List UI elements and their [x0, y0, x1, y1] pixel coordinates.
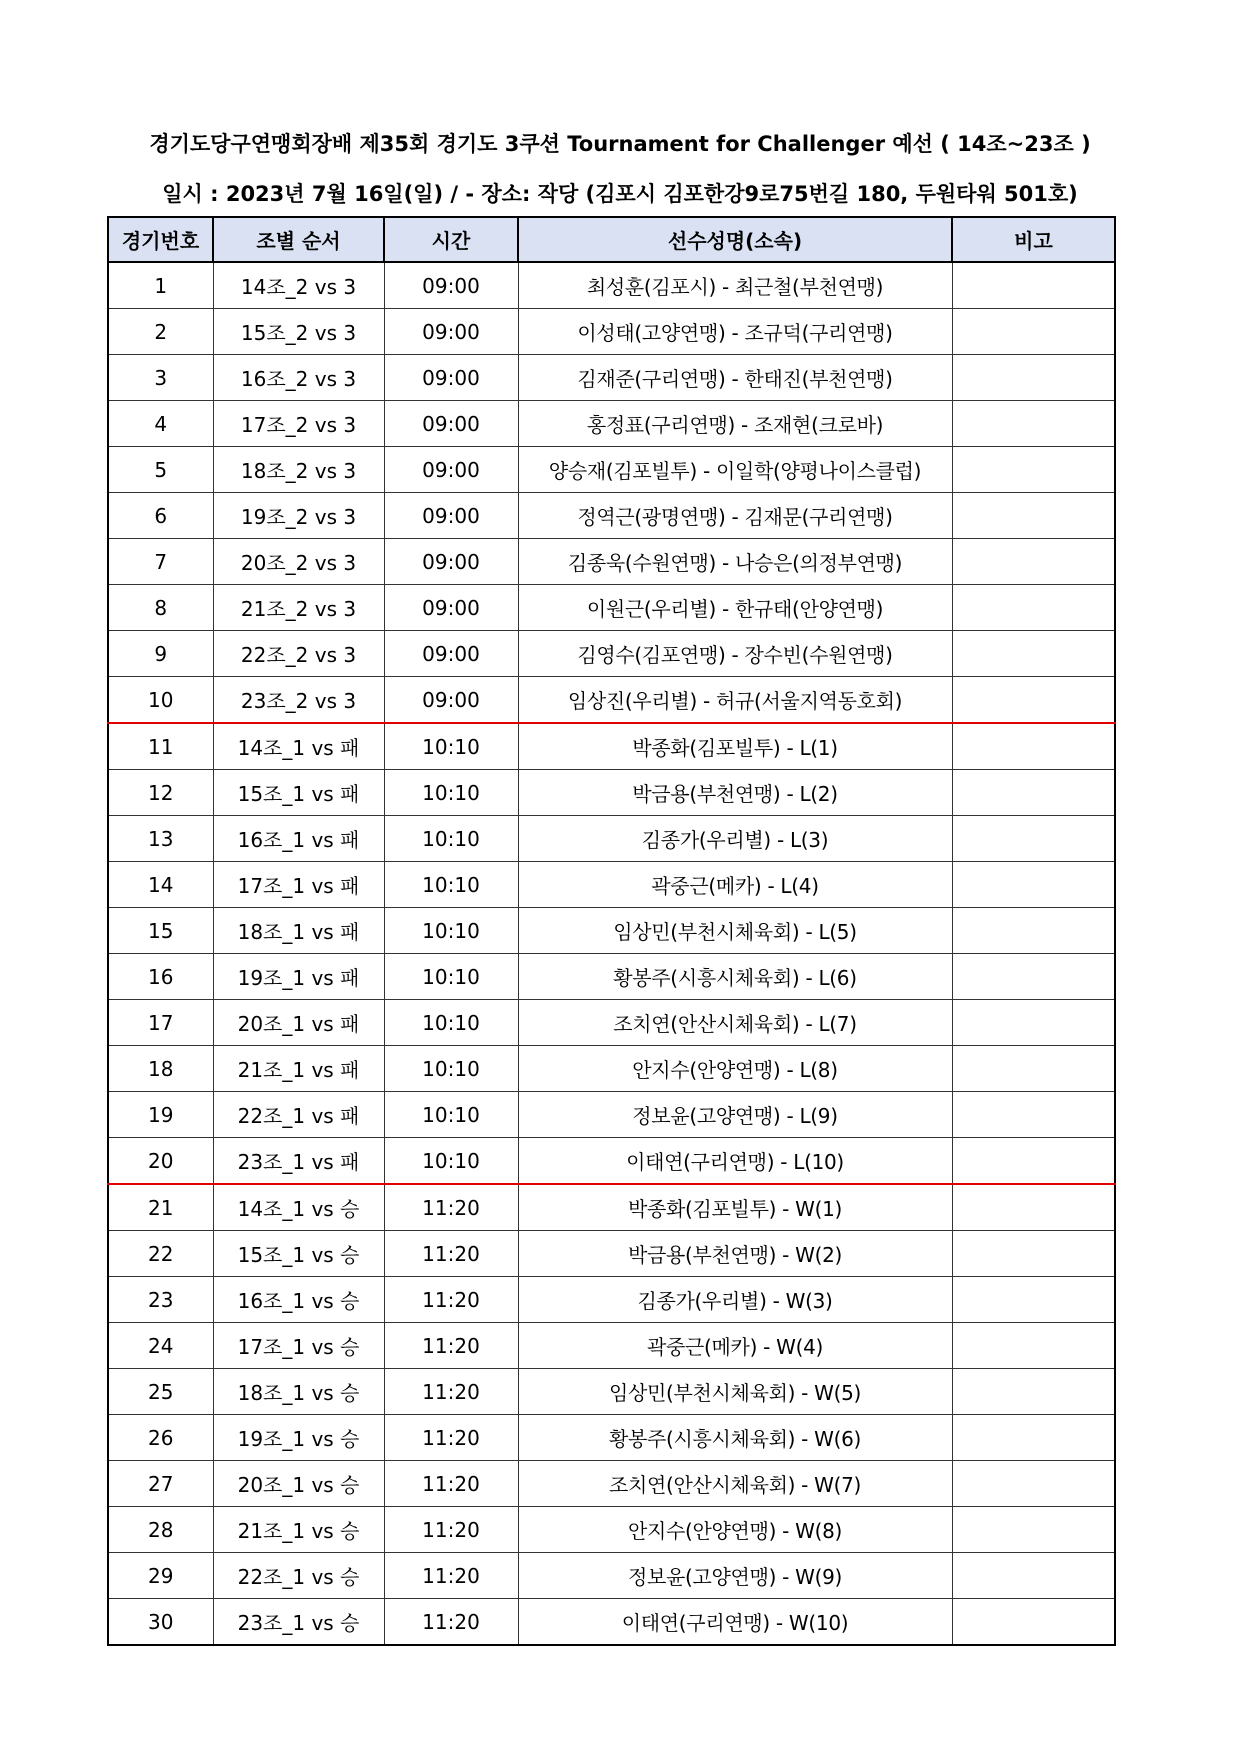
time-cell: 09:00	[384, 585, 518, 631]
players-cell: 박종화(김포빌투) - L(1)	[518, 723, 952, 770]
group-order-cell: 17조_1 vs 패	[213, 862, 384, 908]
table-row	[108, 262, 1115, 309]
time-cell: 09:00	[384, 493, 518, 539]
note-cell	[952, 816, 1115, 862]
time-cell: 11:20	[384, 1184, 518, 1231]
group-order-cell: 21조_1 vs 승	[213, 1507, 384, 1553]
time-cell: 11:20	[384, 1231, 518, 1277]
time-cell: 09:00	[384, 677, 518, 724]
group-order-cell: 22조_1 vs 패	[213, 1092, 384, 1138]
note-cell	[952, 1184, 1115, 1231]
match-number-cell: 13	[108, 816, 213, 862]
players-cell: 홍정표(구리연맹) - 조재현(크로바)	[518, 401, 952, 447]
event-info: 일시 : 2023년 7월 16일(일) / - 장소: 작당 (김포시 김포한강9로75번길 180, 두원타워 501호)	[162, 182, 1078, 206]
column-header-time: 시간	[384, 217, 518, 262]
time-cell: 09:00	[384, 262, 518, 309]
column-header-note: 비고	[952, 217, 1115, 262]
table-row	[108, 401, 1115, 447]
match-number-cell: 29	[108, 1553, 213, 1599]
note-cell	[952, 355, 1115, 401]
note-cell	[952, 1231, 1115, 1277]
group-order-cell: 18조_1 vs 패	[213, 908, 384, 954]
time-cell: 11:20	[384, 1277, 518, 1323]
match-number-cell: 19	[108, 1092, 213, 1138]
match-number-cell: 12	[108, 770, 213, 816]
match-number-cell: 20	[108, 1138, 213, 1185]
note-cell	[952, 862, 1115, 908]
match-number-cell: 4	[108, 401, 213, 447]
players-cell: 안지수(안양연맹) - W(8)	[518, 1507, 952, 1553]
note-cell	[952, 447, 1115, 493]
players-cell: 최성훈(김포시) - 최근철(부천연맹)	[518, 262, 952, 309]
players-cell: 김재준(구리연맹) - 한태진(부천연맹)	[518, 355, 952, 401]
players-cell: 박금용(부천연맹) - W(2)	[518, 1231, 952, 1277]
table-row	[108, 954, 1115, 1000]
group-order-cell: 22조_1 vs 승	[213, 1553, 384, 1599]
group-order-cell: 15조_2 vs 3	[213, 309, 384, 355]
time-cell: 10:10	[384, 816, 518, 862]
note-cell	[952, 1553, 1115, 1599]
table-row	[108, 1092, 1115, 1138]
players-cell: 정역근(광명연맹) - 김재문(구리연맹)	[518, 493, 952, 539]
table-row	[108, 908, 1115, 954]
time-cell: 10:10	[384, 862, 518, 908]
time-cell: 09:00	[384, 401, 518, 447]
table-row	[108, 1369, 1115, 1415]
group-order-cell: 16조_1 vs 패	[213, 816, 384, 862]
group-order-cell: 16조_1 vs 승	[213, 1277, 384, 1323]
note-cell	[952, 1415, 1115, 1461]
time-cell: 10:10	[384, 908, 518, 954]
match-number-cell: 5	[108, 447, 213, 493]
table-row	[108, 1184, 1115, 1231]
match-number-cell: 15	[108, 908, 213, 954]
note-cell	[952, 539, 1115, 585]
group-order-cell: 20조_2 vs 3	[213, 539, 384, 585]
page-title: 경기도당구연맹회장배 제35회 경기도 3쿠션 Tournament for Challenger 예선 ( 14조~23조 )	[149, 132, 1091, 156]
note-cell	[952, 954, 1115, 1000]
table-row	[108, 677, 1115, 724]
group-order-cell: 22조_2 vs 3	[213, 631, 384, 677]
players-cell: 이성태(고양연맹) - 조규덕(구리연맹)	[518, 309, 952, 355]
group-order-cell: 17조_2 vs 3	[213, 401, 384, 447]
match-number-cell: 23	[108, 1277, 213, 1323]
column-header-players: 선수성명(소속)	[518, 217, 952, 262]
note-cell	[952, 1046, 1115, 1092]
group-order-cell: 23조_1 vs 승	[213, 1599, 384, 1646]
note-cell	[952, 1323, 1115, 1369]
time-cell: 11:20	[384, 1369, 518, 1415]
players-cell: 이태연(구리연맹) - W(10)	[518, 1599, 952, 1646]
group-order-cell: 19조_2 vs 3	[213, 493, 384, 539]
time-cell: 09:00	[384, 539, 518, 585]
players-cell: 박금용(부천연맹) - L(2)	[518, 770, 952, 816]
note-cell	[952, 1000, 1115, 1046]
match-number-cell: 9	[108, 631, 213, 677]
table-row	[108, 1323, 1115, 1369]
group-order-cell: 21조_2 vs 3	[213, 585, 384, 631]
time-cell: 11:20	[384, 1415, 518, 1461]
players-cell: 김종가(우리별) - L(3)	[518, 816, 952, 862]
players-cell: 임상민(부천시체육회) - L(5)	[518, 908, 952, 954]
table-row	[108, 723, 1115, 770]
time-cell: 10:10	[384, 954, 518, 1000]
group-order-cell: 20조_1 vs 패	[213, 1000, 384, 1046]
players-cell: 임상진(우리별) - 허규(서울지역동호회)	[518, 677, 952, 724]
players-cell: 김영수(김포연맹) - 장수빈(수원연맹)	[518, 631, 952, 677]
table-row	[108, 585, 1115, 631]
note-cell	[952, 1461, 1115, 1507]
table-row	[108, 1461, 1115, 1507]
note-cell	[952, 1092, 1115, 1138]
match-number-cell: 3	[108, 355, 213, 401]
group-order-cell: 18조_2 vs 3	[213, 447, 384, 493]
group-order-cell: 19조_1 vs 승	[213, 1415, 384, 1461]
group-order-cell: 15조_1 vs 패	[213, 770, 384, 816]
table-row	[108, 862, 1115, 908]
time-cell: 10:10	[384, 1138, 518, 1185]
table-row	[108, 1231, 1115, 1277]
players-cell: 곽중근(메카) - L(4)	[518, 862, 952, 908]
table-row	[108, 355, 1115, 401]
players-cell: 양승재(김포빌투) - 이일학(양평나이스클럽)	[518, 447, 952, 493]
time-cell: 09:00	[384, 447, 518, 493]
column-header-match-no: 경기번호	[108, 217, 213, 262]
match-number-cell: 16	[108, 954, 213, 1000]
note-cell	[952, 770, 1115, 816]
time-cell: 09:00	[384, 631, 518, 677]
players-cell: 김종가(우리별) - W(3)	[518, 1277, 952, 1323]
players-cell: 정보윤(고양연맹) - L(9)	[518, 1092, 952, 1138]
table-header-row	[108, 217, 1115, 262]
time-cell: 11:20	[384, 1323, 518, 1369]
table-row	[108, 539, 1115, 585]
group-order-cell: 14조_1 vs 승	[213, 1184, 384, 1231]
players-cell: 임상민(부천시체육회) - W(5)	[518, 1369, 952, 1415]
note-cell	[952, 631, 1115, 677]
table-row	[108, 1415, 1115, 1461]
note-cell	[952, 1369, 1115, 1415]
players-cell: 이태연(구리연맹) - L(10)	[518, 1138, 952, 1185]
note-cell	[952, 1599, 1115, 1646]
table-row	[108, 1599, 1115, 1646]
group-order-cell: 21조_1 vs 패	[213, 1046, 384, 1092]
group-order-cell: 15조_1 vs 승	[213, 1231, 384, 1277]
match-number-cell: 6	[108, 493, 213, 539]
players-cell: 안지수(안양연맹) - L(8)	[518, 1046, 952, 1092]
match-number-cell: 7	[108, 539, 213, 585]
table-row	[108, 770, 1115, 816]
match-schedule-table	[107, 216, 1116, 1646]
note-cell	[952, 493, 1115, 539]
match-number-cell: 10	[108, 677, 213, 724]
match-number-cell: 2	[108, 309, 213, 355]
group-order-cell: 19조_1 vs 패	[213, 954, 384, 1000]
note-cell	[952, 723, 1115, 770]
match-number-cell: 27	[108, 1461, 213, 1507]
time-cell: 10:10	[384, 1092, 518, 1138]
players-cell: 곽중근(메카) - W(4)	[518, 1323, 952, 1369]
table-row	[108, 1507, 1115, 1553]
note-cell	[952, 401, 1115, 447]
table-row	[108, 631, 1115, 677]
players-cell: 황봉주(시흥시체육회) - L(6)	[518, 954, 952, 1000]
players-cell: 황봉주(시흥시체육회) - W(6)	[518, 1415, 952, 1461]
time-cell: 11:20	[384, 1461, 518, 1507]
time-cell: 10:10	[384, 723, 518, 770]
players-cell: 김종욱(수원연맹) - 나승은(의정부연맹)	[518, 539, 952, 585]
match-number-cell: 22	[108, 1231, 213, 1277]
note-cell	[952, 1277, 1115, 1323]
note-cell	[952, 1138, 1115, 1185]
note-cell	[952, 908, 1115, 954]
match-number-cell: 14	[108, 862, 213, 908]
match-number-cell: 21	[108, 1184, 213, 1231]
table-row	[108, 1138, 1115, 1185]
group-order-cell: 14조_1 vs 패	[213, 723, 384, 770]
time-cell: 11:20	[384, 1507, 518, 1553]
table-row	[108, 1553, 1115, 1599]
group-order-cell: 16조_2 vs 3	[213, 355, 384, 401]
table-row	[108, 1277, 1115, 1323]
note-cell	[952, 262, 1115, 309]
match-number-cell: 30	[108, 1599, 213, 1646]
time-cell: 11:20	[384, 1599, 518, 1646]
players-cell: 조치연(안산시체육회) - W(7)	[518, 1461, 952, 1507]
note-cell	[952, 677, 1115, 724]
note-cell	[952, 585, 1115, 631]
players-cell: 이원근(우리별) - 한규태(안양연맹)	[518, 585, 952, 631]
time-cell: 09:00	[384, 309, 518, 355]
group-order-cell: 18조_1 vs 승	[213, 1369, 384, 1415]
group-order-cell: 23조_2 vs 3	[213, 677, 384, 724]
players-cell: 조치연(안산시체육회) - L(7)	[518, 1000, 952, 1046]
table-row	[108, 816, 1115, 862]
group-order-cell: 23조_1 vs 패	[213, 1138, 384, 1185]
players-cell: 박종화(김포빌투) - W(1)	[518, 1184, 952, 1231]
column-header-group-order: 조별 순서	[213, 217, 384, 262]
match-number-cell: 18	[108, 1046, 213, 1092]
group-order-cell: 14조_2 vs 3	[213, 262, 384, 309]
table-body	[108, 262, 1115, 1645]
table-row	[108, 1046, 1115, 1092]
table-row	[108, 493, 1115, 539]
time-cell: 10:10	[384, 1046, 518, 1092]
time-cell: 10:10	[384, 770, 518, 816]
match-number-cell: 26	[108, 1415, 213, 1461]
match-number-cell: 1	[108, 262, 213, 309]
group-order-cell: 20조_1 vs 승	[213, 1461, 384, 1507]
note-cell	[952, 309, 1115, 355]
time-cell: 11:20	[384, 1553, 518, 1599]
table-row	[108, 309, 1115, 355]
table-row	[108, 447, 1115, 493]
match-number-cell: 8	[108, 585, 213, 631]
table-row	[108, 1000, 1115, 1046]
match-number-cell: 25	[108, 1369, 213, 1415]
match-number-cell: 17	[108, 1000, 213, 1046]
players-cell: 정보윤(고양연맹) - W(9)	[518, 1553, 952, 1599]
time-cell: 10:10	[384, 1000, 518, 1046]
group-order-cell: 17조_1 vs 승	[213, 1323, 384, 1369]
match-number-cell: 24	[108, 1323, 213, 1369]
match-number-cell: 28	[108, 1507, 213, 1553]
time-cell: 09:00	[384, 355, 518, 401]
match-number-cell: 11	[108, 723, 213, 770]
note-cell	[952, 1507, 1115, 1553]
